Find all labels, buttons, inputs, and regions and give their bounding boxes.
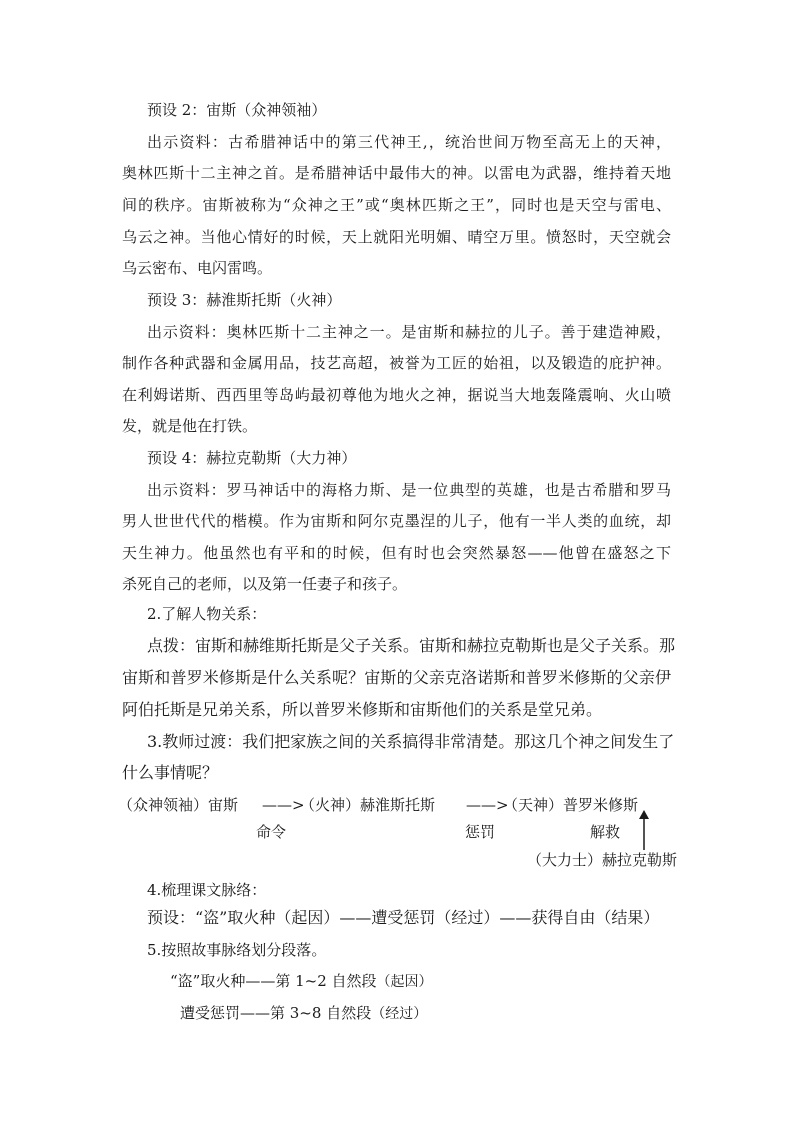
diagram-label-punish: 惩罚 [465,823,496,841]
zeus-line-5: 乌云密布、电闪雷鸣。 [122,259,273,277]
outline-heading: 4.梳理课文脉络： [147,881,267,899]
hephaestus-line-2: 制作各种武器和金属用品，技艺高超，被誉为工匠的始祖，以及锻造的庇护神。 [122,354,671,372]
diagram-arrow-2: ——> [466,796,509,814]
heracles-line-3: 天生神力。他虽然也有平和的时候，但有时也会突然暴怒——他曾在盛怒之下 [122,544,671,562]
hephaestus-line-1: 出示资料：奥林匹斯十二主神之一。是宙斯和赫拉的儿子。善于建造神殿， [147,323,671,341]
heracles-heading: 预设 4：赫拉克勒斯（大力神） [147,449,357,467]
relation-line-2: 宙斯和普罗米修斯是什么关系呢？宙斯的父亲克洛诺斯和普罗米修斯的父亲伊 [122,668,671,687]
divide-item-tag: （起因） [376,974,433,990]
relation-line-1: 点拨：宙斯和赫维斯托斯是父子关系。宙斯和赫拉克勒斯也是父子关系。那 [147,636,676,655]
divide-item-name: 遭受惩罚——第 3~8 自然段 [180,1004,372,1022]
relation-heading: 2.了解人物关系： [147,605,267,623]
transition-line-2: 什么事情呢？ [122,763,219,782]
divide-item-2 [180,1003,427,1024]
divide-item-1 [170,971,433,992]
zeus-line-1: 出示资料：古希腊神话中的第三代神王,，统治世间万物至高无上的天神， [147,133,671,151]
hephaestus-heading: 预设 3：赫淮斯托斯（火神） [147,291,342,309]
hephaestus-line-4: 发，就是他在打铁。 [122,417,258,435]
divide-item-name: “盗”取火种——第 1~2 自然段 [170,972,377,990]
up-arrow-icon [636,810,652,850]
diagram-node-hephaestus: （火神）赫淮斯托斯 [300,796,436,814]
zeus-line-3: 间的秩序。宙斯被称为“众神之王”或“奥林匹斯之王”，同时也是天空与雷电、 [122,196,671,214]
diagram-arrow-1: ——> [262,796,305,814]
heracles-line-2: 男人世世代代的楷模。作为宙斯和阿尔克墨涅的儿子，他有一半人类的血统，却 [122,512,671,530]
diagram-label-rescue: 解救 [590,823,621,841]
divide-item-tag: （经过） [371,1006,428,1022]
diagram-node-heracles: （大力士）赫拉克勒斯 [527,851,678,869]
zeus-line-2: 奥林匹斯十二主神之首。是希腊神话中最伟大的神。以雷电为武器，维持着天地 [122,164,671,182]
zeus-heading: 预设 2：宙斯（众神领袖） [147,101,327,119]
diagram-node-prometheus: （天神）普罗米修斯 [503,796,639,814]
heracles-line-1: 出示资料：罗马神话中的海格力斯、是一位典型的英雄，也是古希腊和罗马 [147,481,671,499]
diagram-label-command: 命令 [256,823,287,841]
divide-heading: 5.按照故事脉络划分段落。 [147,941,327,959]
hephaestus-line-3: 在利姆诺斯、西西里等岛屿最初尊他为地火之神，据说当大地轰隆震响、火山喷 [122,386,671,404]
diagram-node-zeus: （众神领袖）宙斯 [118,796,239,814]
transition-line-1: 3.教师过渡：我们把家族之间的关系搞得非常清楚。那这几个神之间发生了 [147,732,675,751]
relation-line-3: 阿伯托斯是兄弟关系，所以普罗米修斯和宙斯他们的关系是堂兄弟。 [122,700,603,719]
outline-line: 预设：“盗”取火种（起因）——遭受惩罚（经过）——获得自由（结果） [147,908,660,927]
heracles-line-4: 杀死自己的老师，以及第一任妻子和孩子。 [122,575,408,593]
zeus-line-4: 乌云之神。当他心情好的时候，天上就阳光明媚、晴空万里。愤怒时，天空就会 [122,228,671,246]
